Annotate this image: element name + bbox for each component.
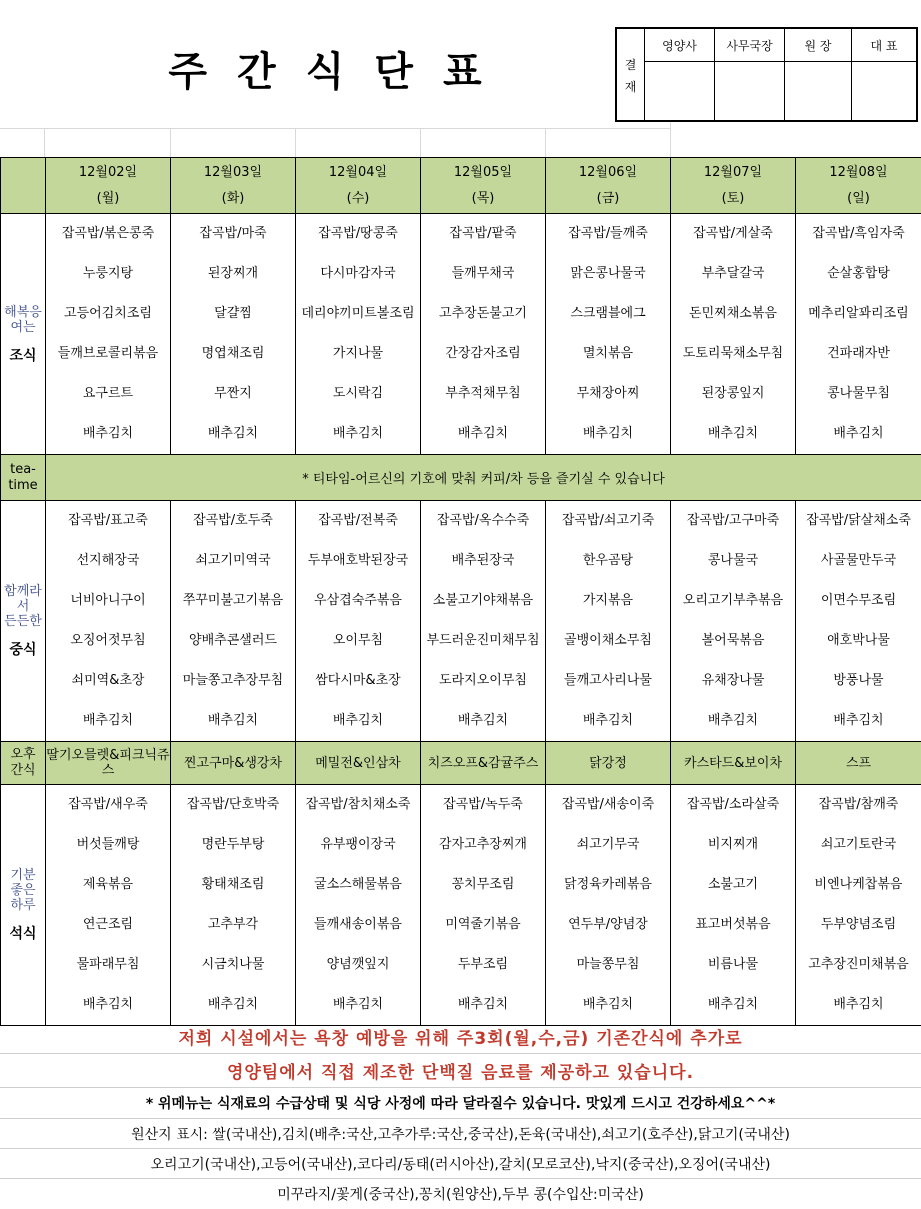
dinner-label: 석식 (1, 927, 45, 942)
day-date: 12월02일 (46, 160, 170, 186)
approval-signature-manager[interactable] (714, 62, 784, 122)
menu-item: 배추김치 (546, 701, 670, 741)
menu-item: 배추김치 (296, 985, 420, 1025)
menu-item: 이면수무조림 (796, 581, 921, 621)
menu-item: 잡곡밥/옥수수죽 (421, 501, 545, 541)
sheet-gridline (170, 128, 171, 157)
menu-item: 들깨새송이볶음 (296, 905, 420, 945)
menu-item: 미역줄기볶음 (421, 905, 545, 945)
menu-item: 배추김치 (671, 414, 795, 454)
approval-label-top: 결 (625, 54, 637, 76)
menu-item: 가지나물 (296, 334, 420, 374)
menu-item: 우삼겹숙주볶음 (296, 581, 420, 621)
menu-item: 배추김치 (46, 985, 170, 1025)
menu-item: 배추김치 (671, 985, 795, 1025)
snack-item: 닭강정 (546, 742, 671, 785)
menu-item: 양배추콘샐러드 (171, 621, 295, 661)
menu-item: 쇠고기미역국 (171, 541, 295, 581)
breakfast-sublabel-2: 여는 (1, 320, 45, 335)
day-header (546, 158, 671, 214)
menu-item: 배추김치 (421, 985, 545, 1025)
day-weekday: (수) (296, 186, 420, 212)
menu-item: 잡곡밥/새우죽 (46, 785, 170, 825)
dinner-sublabel-2: 좋은 (1, 883, 45, 898)
menu-item: 잡곡밥/참치채소죽 (296, 785, 420, 825)
header (0, 0, 921, 157)
teatime-row (1, 455, 921, 501)
protein-notice-line-2: 영양팀에서 직접 제조한 단백질 음료를 제공하고 있습니다. (0, 1054, 921, 1088)
menu-item: 배추김치 (296, 414, 420, 454)
snack-item: 치즈오프&감귤주스 (421, 742, 546, 785)
menu-item: 잡곡밥/마죽 (171, 214, 295, 254)
lunch-label-cell (1, 501, 46, 742)
day-weekday: (일) (796, 186, 921, 212)
menu-item: 잡곡밥/호두죽 (171, 501, 295, 541)
day-weekday: (토) (671, 186, 795, 212)
breakfast-row (1, 214, 921, 455)
menu-item: 배추김치 (546, 414, 670, 454)
lunch-day-cell (421, 501, 546, 742)
menu-item: 시금치나물 (171, 945, 295, 985)
menu-item: 된장콩잎지 (671, 374, 795, 414)
dinner-day-cell (171, 785, 296, 1026)
menu-item: 양념깻잎지 (296, 945, 420, 985)
menu-item: 오이무침 (296, 621, 420, 661)
menu-item: 닭정육카레볶음 (546, 865, 670, 905)
menu-item: 소불고기야채볶음 (421, 581, 545, 621)
snack-row (1, 742, 921, 785)
menu-item: 고추장돈불고기 (421, 294, 545, 334)
origin-line-3: 미꾸라지/꽃게(중국산),꽁치(원양산),두부 콩(수입산:미국산) (0, 1179, 921, 1209)
dinner-day-cell (671, 785, 796, 1026)
dinner-sublabel-3: 하루 (1, 898, 45, 913)
menu-item: 배추김치 (796, 414, 921, 454)
menu-item: 잡곡밥/새송이죽 (546, 785, 670, 825)
menu-item: 쇠고기무국 (546, 825, 670, 865)
menu-item: 부추적채무침 (421, 374, 545, 414)
menu-item: 잡곡밥/닭살채소죽 (796, 501, 921, 541)
teatime-label-cell (1, 455, 46, 501)
day-header (296, 158, 421, 214)
origin-line-2: 오리고기(국내산),고등어(국내산),코다리/동태(러시아산),갈치(모로코산),낙지(중국산),오징어(국내산) (0, 1149, 921, 1179)
menu-item: 데리야끼미트볼조림 (296, 294, 420, 334)
menu-item: 들깨브로콜리볶음 (46, 334, 170, 374)
menu-item: 배추김치 (171, 701, 295, 741)
snack-item: 찐고구마&생강차 (171, 742, 296, 785)
menu-item: 도토리묵채소무침 (671, 334, 795, 374)
sheet-gridline (670, 122, 671, 157)
menu-item: 소불고기 (671, 865, 795, 905)
menu-item: 누룽지탕 (46, 254, 170, 294)
dinner-row (1, 785, 921, 1026)
menu-item: 건파래자반 (796, 334, 921, 374)
menu-item: 표고버섯볶음 (671, 905, 795, 945)
breakfast-day-cell (421, 214, 546, 455)
day-weekday: (목) (421, 186, 545, 212)
menu-item: 잡곡밥/전복죽 (296, 501, 420, 541)
menu-item: 고추부각 (171, 905, 295, 945)
menu-item: 연두부/양념장 (546, 905, 670, 945)
approval-role-nutritionist: 영양사 (644, 29, 714, 62)
menu-item: 마늘쫑무침 (546, 945, 670, 985)
day-date: 12월05일 (421, 160, 545, 186)
snack-label-cell (1, 742, 46, 785)
menu-item: 배추김치 (546, 985, 670, 1025)
dinner-sublabel-1: 기분 (1, 868, 45, 883)
menu-disclaimer: * 위메뉴는 식재료의 수급상태 및 식당 사정에 따라 달라질수 있습니다. 맛있게 드시고 건강하세요^^* (0, 1088, 921, 1119)
menu-item: 잡곡밥/흑임자죽 (796, 214, 921, 254)
menu-item: 배추김치 (296, 701, 420, 741)
snack-item: 메밀전&인삼차 (296, 742, 421, 785)
protein-notice-line-1: 저희 시설에서는 욕창 예방을 위해 주3회(월,수,금) 기존간식에 추가로 (0, 1020, 921, 1054)
menu-item: 스크램블에그 (546, 294, 670, 334)
lunch-day-cell (46, 501, 171, 742)
menu-item: 잡곡밥/게살죽 (671, 214, 795, 254)
lunch-row (1, 501, 921, 742)
approval-box (615, 27, 918, 122)
menu-item: 잡곡밥/들깨죽 (546, 214, 670, 254)
menu-item: 된장찌개 (171, 254, 295, 294)
menu-item: 배추김치 (46, 701, 170, 741)
day-weekday: (월) (46, 186, 170, 212)
menu-item: 너비아니구이 (46, 581, 170, 621)
menu-item: 잡곡밥/땅콩죽 (296, 214, 420, 254)
approval-role-director: 원 장 (784, 29, 851, 62)
snack-item: 카스타드&보이차 (671, 742, 796, 785)
menu-item: 두부애호박된장국 (296, 541, 420, 581)
menu-item: 요구르트 (46, 374, 170, 414)
approval-role-manager: 사무국장 (714, 29, 784, 62)
lunch-label: 중식 (1, 643, 45, 658)
menu-item: 오징어젓무침 (46, 621, 170, 661)
teatime-message: * 티타임-어르신의 기호에 맞춰 커피/차 등을 즐기실 수 있습니다 (46, 455, 921, 501)
breakfast-label-cell (1, 214, 46, 455)
lunch-day-cell (671, 501, 796, 742)
dinner-day-cell (296, 785, 421, 1026)
teatime-label-1: tea- (1, 462, 45, 478)
menu-item: 가지볶음 (546, 581, 670, 621)
day-weekday: (금) (546, 186, 670, 212)
breakfast-day-cell (796, 214, 921, 455)
menu-item: 쇠미역&초장 (46, 661, 170, 701)
sheet-gridline (420, 128, 421, 157)
menu-item: 선지해장국 (46, 541, 170, 581)
menu-item: 배추김치 (796, 701, 921, 741)
menu-item: 꽁치무조림 (421, 865, 545, 905)
day-weekday: (화) (171, 186, 295, 212)
menu-item: 배추김치 (171, 414, 295, 454)
menu-item: 메추리알꽈리조림 (796, 294, 921, 334)
menu-item: 잡곡밥/단호박죽 (171, 785, 295, 825)
menu-item: 방풍나물 (796, 661, 921, 701)
sheet-gridline (0, 128, 670, 129)
menu-item: 제육볶음 (46, 865, 170, 905)
menu-item: 두부조림 (421, 945, 545, 985)
menu-item: 쭈꾸미불고기볶음 (171, 581, 295, 621)
page-title: 주간식단표 (80, 38, 600, 98)
menu-item: 달걀찜 (171, 294, 295, 334)
lunch-day-cell (171, 501, 296, 742)
sheet-gridline (545, 128, 546, 157)
day-date: 12월03일 (171, 160, 295, 186)
snack-item: 딸기오믈렛&피크닉쥬스 (46, 742, 171, 785)
breakfast-day-cell (671, 214, 796, 455)
menu-item: 명엽채조림 (171, 334, 295, 374)
menu-item: 순살홍합탕 (796, 254, 921, 294)
menu-item: 잡곡밥/고구마죽 (671, 501, 795, 541)
lunch-sublabel-1: 함께라 (1, 584, 45, 599)
menu-item: 무채장아찌 (546, 374, 670, 414)
menu-item: 버섯들깨탕 (46, 825, 170, 865)
menu-item: 애호박나물 (796, 621, 921, 661)
menu-item: 부추달갈국 (671, 254, 795, 294)
lunch-day-cell (546, 501, 671, 742)
menu-item: 부드러운진미채무침 (421, 621, 545, 661)
menu-item: 볼어묵볶음 (671, 621, 795, 661)
menu-item: 감자고추장찌개 (421, 825, 545, 865)
menu-item: 도시락김 (296, 374, 420, 414)
menu-item: 도라지오이무침 (421, 661, 545, 701)
dinner-day-cell (46, 785, 171, 1026)
teatime-label-2: time (1, 478, 45, 494)
menu-item: 비엔나케찹볶음 (796, 865, 921, 905)
menu-item: 돈민찌채소볶음 (671, 294, 795, 334)
menu-item: 잡곡밥/팥죽 (421, 214, 545, 254)
approval-label-bottom: 재 (625, 76, 637, 98)
dinner-label-cell (1, 785, 46, 1026)
day-header (671, 158, 796, 214)
menu-item: 사골물만두국 (796, 541, 921, 581)
sheet-gridline (44, 128, 45, 157)
menu-item: 잡곡밥/쇠고기죽 (546, 501, 670, 541)
approval-signature-director[interactable] (784, 62, 851, 122)
footer (0, 1020, 921, 1209)
menu-item: 맑은콩나물국 (546, 254, 670, 294)
lunch-sublabel-3: 든든한 (1, 614, 45, 629)
approval-role-ceo: 대 표 (851, 29, 916, 62)
breakfast-label: 조식 (1, 349, 45, 364)
menu-item: 배추김치 (171, 985, 295, 1025)
dinner-day-cell (796, 785, 921, 1026)
day-date: 12월04일 (296, 160, 420, 186)
menu-item: 골뱅이채소무침 (546, 621, 670, 661)
menu-item: 유부팽이장국 (296, 825, 420, 865)
day-header (796, 158, 921, 214)
menu-item: 비름나물 (671, 945, 795, 985)
corner-cell (1, 158, 46, 214)
day-header-row (1, 158, 921, 214)
menu-item: 한우곰탕 (546, 541, 670, 581)
menu-item: 명란두부탕 (171, 825, 295, 865)
day-date: 12월07일 (671, 160, 795, 186)
day-header (421, 158, 546, 214)
menu-item: 유채장나물 (671, 661, 795, 701)
snack-item: 스프 (796, 742, 921, 785)
lunch-day-cell (296, 501, 421, 742)
menu-item: 굴소스해물볶음 (296, 865, 420, 905)
menu-item: 간장감자조림 (421, 334, 545, 374)
menu-item: 잡곡밥/소라살죽 (671, 785, 795, 825)
origin-line-1: 원산지 표시: 쌀(국내산),김치(배추:국산,고추가루:국산,중국산),돈육(국내산),쇠고기(호주산),닭고기(국내산) (0, 1119, 921, 1149)
menu-item: 고추장진미채볶음 (796, 945, 921, 985)
menu-item: 물파래무침 (46, 945, 170, 985)
menu-item: 잡곡밥/참깨죽 (796, 785, 921, 825)
lunch-day-cell (796, 501, 921, 742)
menu-item: 오리고기부추볶음 (671, 581, 795, 621)
menu-item: 멸치볶음 (546, 334, 670, 374)
menu-item: 들깨무채국 (421, 254, 545, 294)
dinner-day-cell (546, 785, 671, 1026)
lunch-sublabel-2: 서 (1, 599, 45, 614)
dinner-day-cell (421, 785, 546, 1026)
approval-label (617, 29, 644, 122)
day-date: 12월06일 (546, 160, 670, 186)
menu-item: 마늘쫑고추장무침 (171, 661, 295, 701)
menu-item: 무짠지 (171, 374, 295, 414)
menu-item: 다시마감자국 (296, 254, 420, 294)
breakfast-day-cell (546, 214, 671, 455)
menu-item: 들깨고사리나물 (546, 661, 670, 701)
menu-item: 비지찌개 (671, 825, 795, 865)
menu-item: 두부양념조림 (796, 905, 921, 945)
menu-item: 잡곡밥/표고죽 (46, 501, 170, 541)
menu-item: 잡곡밥/볶은콩죽 (46, 214, 170, 254)
breakfast-day-cell (296, 214, 421, 455)
menu-item: 배추된장국 (421, 541, 545, 581)
menu-item: 연근조림 (46, 905, 170, 945)
menu-item: 쌈다시마&초장 (296, 661, 420, 701)
breakfast-sublabel-1: 해복응 (1, 305, 45, 320)
menu-item: 콩나물국 (671, 541, 795, 581)
menu-item: 잡곡밥/녹두죽 (421, 785, 545, 825)
menu-item: 배추김치 (671, 701, 795, 741)
menu-item: 콩나물무침 (796, 374, 921, 414)
day-header (171, 158, 296, 214)
weekly-menu-table (0, 157, 921, 1026)
snack-label-1: 오후 (1, 747, 45, 763)
menu-item: 황태채조림 (171, 865, 295, 905)
breakfast-day-cell (171, 214, 296, 455)
menu-item: 쇠고기토란국 (796, 825, 921, 865)
day-date: 12월08일 (796, 160, 921, 186)
menu-item: 배추김치 (46, 414, 170, 454)
day-header (46, 158, 171, 214)
breakfast-day-cell (46, 214, 171, 455)
menu-item: 배추김치 (421, 414, 545, 454)
approval-signature-ceo[interactable] (851, 62, 916, 122)
menu-item: 고등어김치조림 (46, 294, 170, 334)
menu-item: 배추김치 (796, 985, 921, 1025)
menu-item: 배추김치 (421, 701, 545, 741)
snack-label-2: 간식 (1, 763, 45, 779)
sheet-gridline (295, 128, 296, 157)
approval-signature-nutritionist[interactable] (644, 62, 714, 122)
